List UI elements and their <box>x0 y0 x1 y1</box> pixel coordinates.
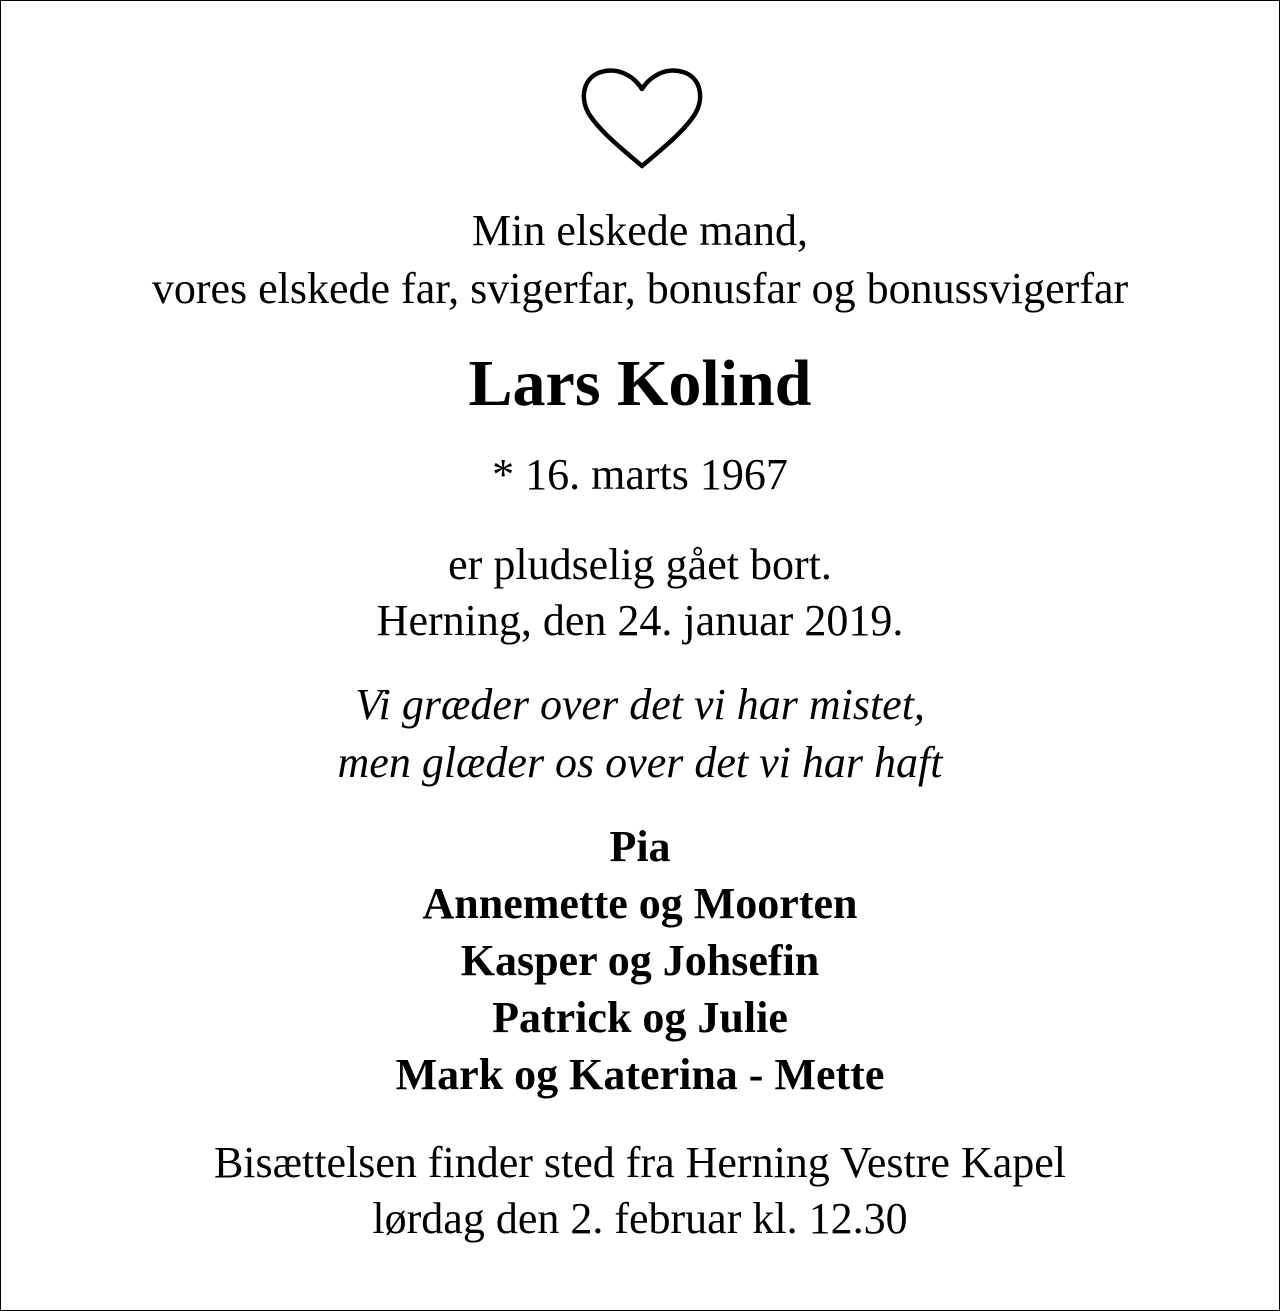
intro-line-1: Min elskede mand, <box>471 206 809 255</box>
heart-icon <box>581 67 703 171</box>
birth-date: * 16. marts 1967 <box>492 450 788 499</box>
funeral-line-1: Bisættelsen finder sted fra Herning Vestre Kapel <box>213 1138 1067 1187</box>
announcement-line-1: er pludselig gået bort. <box>448 540 832 589</box>
verse-line-1: Vi græder over det vi har mistet, <box>355 680 925 729</box>
funeral-line-2: lørdag den 2. februar kl. 12.30 <box>372 1194 908 1243</box>
announcement-line-2: Herning, den 24. januar 2019. <box>376 596 904 645</box>
family-member: Annemette og Moorten <box>422 879 858 928</box>
family-member: Patrick og Julie <box>492 993 788 1042</box>
family-member: Pia <box>609 822 671 871</box>
family-member: Mark og Katerina - Mette <box>395 1050 885 1099</box>
verse-line-2: men glæder os over det vi har haft <box>337 738 943 787</box>
family-member: Kasper og Johsefin <box>460 936 820 985</box>
deceased-name: Lars Kolind <box>468 347 812 420</box>
intro-line-2: vores elskede far, svigerfar, bonusfar og bonussvigerfar <box>151 264 1129 313</box>
